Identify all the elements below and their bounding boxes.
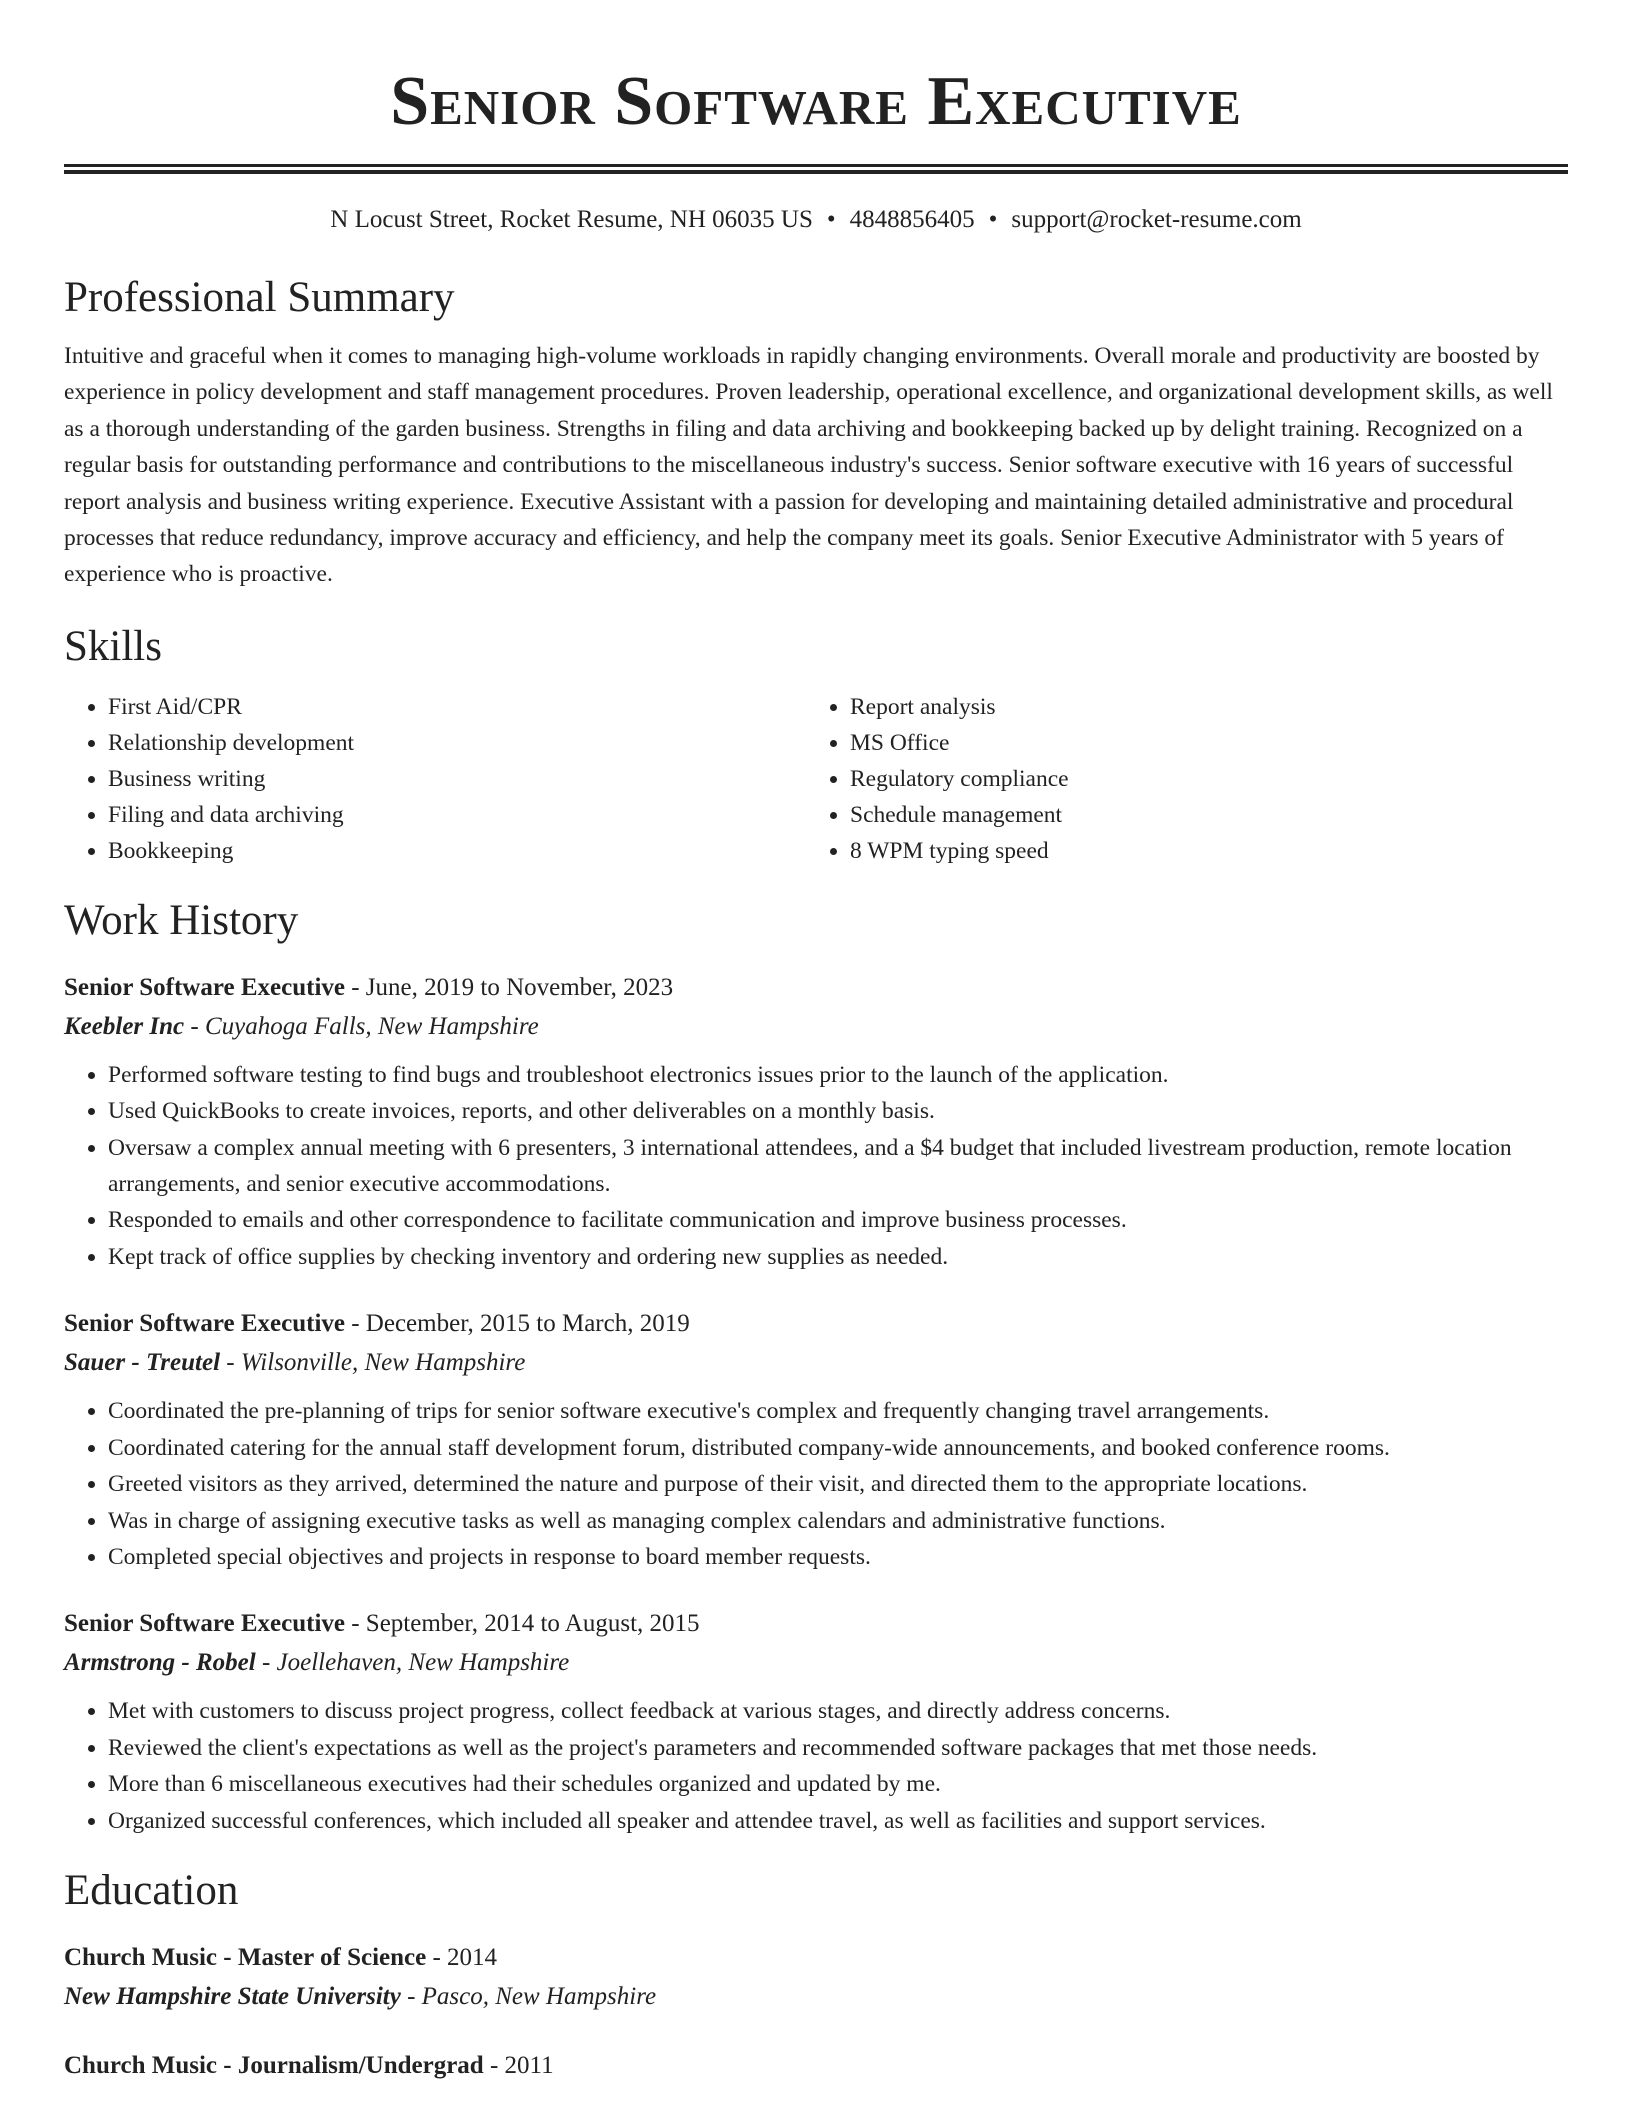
resume-page [64,0,1568,2085]
company-name: Armstrong - Robel [64,1649,256,1677]
school-location: - Pasco, New Hampshire [400,1982,657,2010]
degree-line [64,2047,1568,2085]
skill-item: • Regulatory compliance [850,761,1548,797]
job-bullet: • Organized successful conferences, which included all speaker and attendee travel, as well as facilities and support services. [108,1803,1568,1839]
skills-grid [64,689,1568,869]
job-entry [64,1605,1568,1839]
job-bullet: • Kept track of office supplies by checking inventory and ordering new supplies as needed. [108,1239,1568,1275]
job-bullet: • Met with customers to discuss project progress, collect feedback at various stages, and directly address concerns. [108,1693,1568,1729]
skills-list-right [806,689,1548,869]
job-bullet: • Oversaw a complex annual meeting with 6 presenters, 3 international attendees, and a $4 budget that included livestream production, remote location arrangements, and senior executive accommodations. [108,1130,1568,1203]
job-dates: - September, 2014 to August, 2015 [344,1610,700,1638]
skill-item: • MS Office [850,725,1548,761]
job-bullet: • Performed software testing to find bugs and troubleshoot electronics issues prior to the launch of the application. [108,1057,1568,1093]
skill-item: • Schedule management [850,797,1548,833]
contact-separator: • [988,206,998,233]
company-location: - Cuyahoga Falls, New Hampshire [184,1012,539,1040]
job-bullet: • Used QuickBooks to create invoices, reports, and other deliverables on a monthly basis. [108,1093,1568,1129]
degree-year: - 2011 [483,2051,554,2079]
job-bullet: • More than 6 miscellaneous executives had their schedules organized and updated by me. [108,1766,1568,1802]
job-bullet: • Was in charge of assigning executive tasks as well as managing complex calendars and administrative functions. [108,1503,1568,1539]
job-bullets [64,1393,1568,1575]
job-bullet: • Greeted visitors as they arrived, determined the nature and purpose of their visit, and directed them to the appropriate locations. [108,1466,1568,1502]
job-bullet: • Responded to emails and other correspondence to facilitate communication and improve business processes. [108,1202,1568,1238]
job-bullets [64,1057,1568,1275]
job-entry [64,969,1568,1275]
degree-line [64,1939,1568,1977]
skill-item: • Business writing [108,761,806,797]
skill-item: • Bookkeeping [108,833,806,869]
skills-list-left [64,689,806,869]
contact-email: support@rocket-resume.com [1011,206,1302,233]
section-heading-education: Education [64,1866,239,1914]
company-line [64,1343,1568,1383]
degree-name: Church Music - Journalism/Undergrad [64,2051,484,2079]
job-dates: - December, 2015 to March, 2019 [344,1310,690,1338]
section-heading-work-history: Work History [64,896,299,944]
contact-address: N Locust Street, Rocket Resume, NH 06035 US [330,206,813,233]
job-title: Senior Software Executive [64,973,345,1001]
job-bullet: • Coordinated the pre-planning of trips for senior software executive's complex and frequently changing travel arrangements. [108,1393,1568,1429]
school-name: New Hampshire State University [64,1982,401,2010]
job-title: Senior Software Executive [64,1310,345,1338]
contact-phone: 4848856405 [849,206,975,233]
education-entry [64,2047,1568,2085]
job-title: Senior Software Executive [64,1610,345,1638]
skill-item: • Report analysis [850,689,1548,725]
title-divider [64,164,1568,174]
section-heading-skills: Skills [64,622,162,670]
job-bullet: • Completed special objectives and projects in response to board member requests. [108,1539,1568,1575]
section-heading-summary: Professional Summary [64,274,455,321]
job-title-line [64,1305,1568,1343]
skill-item: • Filing and data archiving [108,797,806,833]
summary-text: Intuitive and graceful when it comes to managing high-volume workloads in rapidly changing environments. Overall morale and productivity are boosted by experience in policy development and staff management procedures. Proven leadership, operational excellence, and organizational development skills, as well as a thorough understanding of the garden business. Strengths in filing and data archiving and bookkeeping backed up by delight training. Recognized on a regular basis for outstanding performance and contributions to the miscellaneous industry's success. Senior software executive with 16 years of successful report analysis and business writing experience. Executive Assistant with a passion for developing and maintaining detailed administrative and procedural processes that reduce redundancy, improve accuracy and efficiency, and help the company meet its goals. Senior Executive Administrator with 5 years of experience who is proactive. [64,343,1553,588]
company-name: Sauer - Treutel [64,1349,221,1377]
degree-year: - 2014 [426,1943,498,1971]
job-bullets [64,1693,1568,1839]
school-line [64,1977,1568,2017]
contact-separator: • [826,206,836,233]
company-line [64,1643,1568,1683]
job-bullet: • Reviewed the client's expectations as well as the project's parameters and recommended software packages that met those needs. [108,1730,1568,1766]
job-bullet: • Coordinated catering for the annual staff development forum, distributed company-wide announcements, and booked conference rooms. [108,1430,1568,1466]
company-line [64,1007,1568,1047]
job-title-line [64,969,1568,1007]
company-location: - Wilsonville, New Hampshire [220,1349,526,1377]
job-title-line [64,1605,1568,1643]
company-location: - Joellehaven, New Hampshire [255,1649,570,1677]
skill-item: • First Aid/CPR [108,689,806,725]
company-name: Keebler Inc [64,1012,185,1040]
education-entry [64,1939,1568,2017]
contact-line [64,204,1568,236]
resume-title: Senior Software Executive [390,63,1242,140]
skill-item: • 8 WPM typing speed [850,833,1548,869]
degree-name: Church Music - Master of Science [64,1943,427,1971]
skill-item: • Relationship development [108,725,806,761]
job-entry [64,1305,1568,1575]
job-dates: - June, 2019 to November, 2023 [344,973,674,1001]
